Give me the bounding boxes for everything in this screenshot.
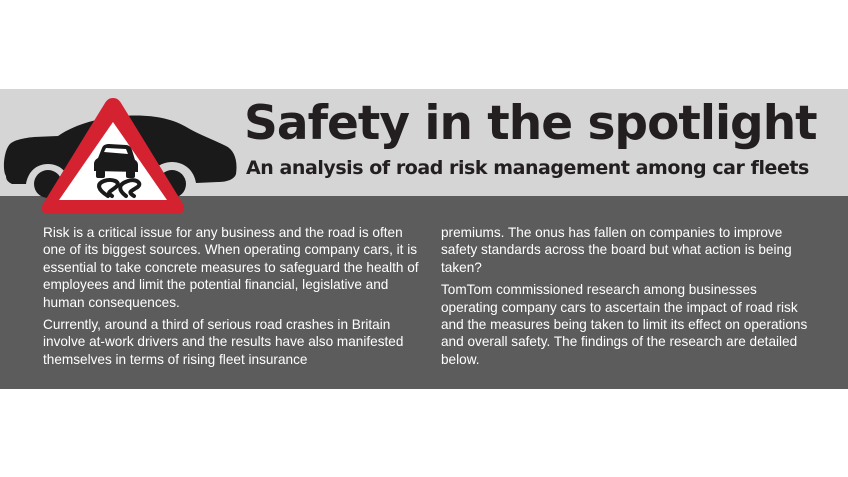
intro-paragraph: Currently, around a third of serious road crashes in Britain involve at-work drivers and the results have also manifested themselves in terms of rising fleet insurance	[43, 317, 404, 367]
intro-text-column-right	[441, 224, 813, 373]
page-title: Safety in the spotlight	[244, 96, 817, 151]
intro-paragraph: Risk is a critical issue for any business and the road is often one of its biggest sources. When operating company cars, it is essential to take concrete measures to safeguard the health of employees and limit the potential financial, legislative and human consequences.	[43, 225, 419, 310]
page-subtitle: An analysis of road risk management among car fleets	[246, 157, 809, 179]
intro-paragraph: premiums. The onus has fallen on companies to improve safety standards across the board but what action is being taken?	[441, 225, 792, 275]
intro-paragraph: TomTom commissioned research among businesses operating company cars to ascertain the impact of road risk and the measures being taken to limit its effect on operations and overall safety. The findings of the research are detailed below.	[441, 282, 808, 367]
slippery-road-warning-sign-icon	[38, 92, 188, 220]
intro-text-column-left	[43, 224, 420, 373]
